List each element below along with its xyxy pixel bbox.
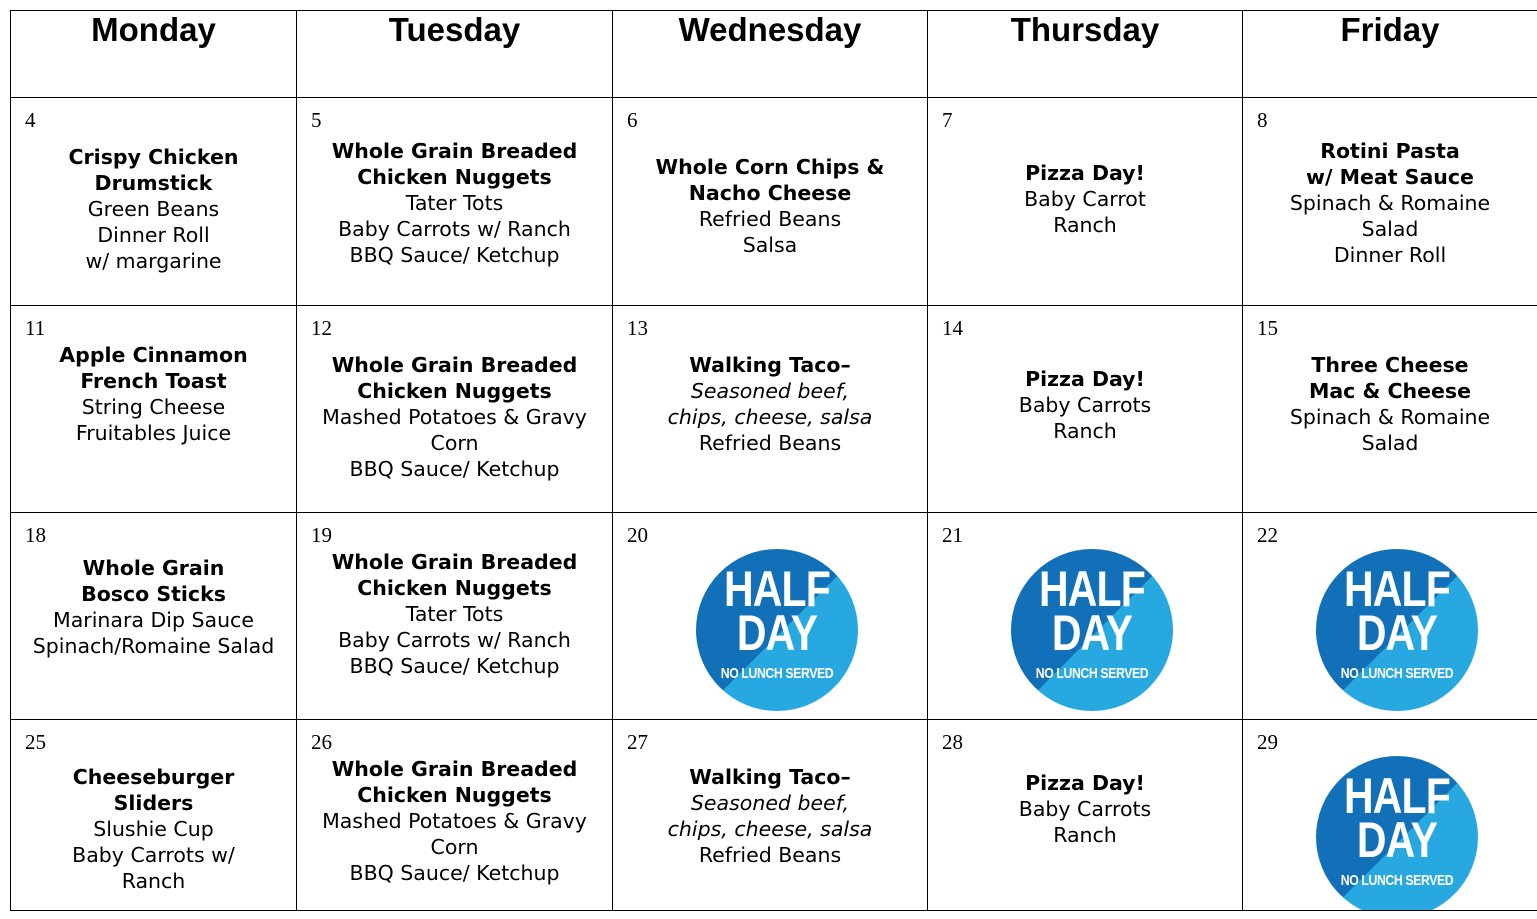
day-number: 26 (311, 730, 332, 754)
menu-list (928, 160, 1242, 238)
week-row (11, 720, 1537, 911)
menu-entree: w/ Meat Sauce (1306, 165, 1474, 189)
menu-item: Salad (1361, 431, 1419, 455)
day-header-friday: Friday (1243, 11, 1537, 98)
weekday-header-row (11, 11, 1537, 98)
menu-entree: Chicken Nuggets (357, 379, 552, 403)
menu-entree: Pizza Day! (1025, 161, 1145, 185)
menu-entree: French Toast (80, 369, 227, 393)
menu-list (297, 352, 612, 482)
day-number: 28 (942, 730, 963, 754)
menu-item: Green Beans (87, 197, 220, 221)
day-cell (613, 513, 928, 720)
menu-entree: Nacho Cheese (688, 181, 852, 205)
menu-item: String Cheese (81, 395, 226, 419)
menu-item: Spinach & Romaine (1289, 405, 1491, 429)
menu-list (11, 144, 296, 274)
menu-item: Seasoned beef, (690, 379, 850, 403)
menu-item: Ranch (1053, 823, 1117, 847)
menu-item: Baby Carrots (1018, 393, 1152, 417)
day-number: 27 (627, 730, 648, 754)
menu-item: Corn (430, 431, 479, 455)
day-number: 19 (311, 523, 332, 547)
day-number: 13 (627, 316, 648, 340)
half-day-badge (696, 549, 858, 711)
menu-entree: Whole Grain Breaded (331, 757, 578, 781)
badge-line-half: HALF (723, 561, 831, 617)
menu-entree: Chicken Nuggets (357, 576, 552, 600)
menu-entree: Apple Cinnamon (59, 343, 248, 367)
day-cell (11, 98, 297, 306)
menu-item: Fruitables Juice (75, 421, 232, 445)
day-number: 4 (25, 108, 36, 132)
menu-entree: Pizza Day! (1025, 367, 1145, 391)
menu-entree: Whole Grain Breaded (331, 353, 578, 377)
menu-entree: Pizza Day! (1025, 771, 1145, 795)
week-row (11, 513, 1537, 720)
half-day-badge (1316, 756, 1478, 911)
day-cell (297, 720, 613, 911)
menu-item: Ranch (121, 869, 186, 893)
menu-list (11, 342, 296, 446)
menu-item: w/ margarine (85, 249, 222, 273)
menu-item: BBQ Sauce/ Ketchup (349, 457, 560, 481)
menu-entree: Whole Corn Chips & (655, 155, 885, 179)
badge-line-no-lunch: NO LUNCH SERVED (1035, 665, 1149, 682)
menu-list (928, 366, 1242, 444)
menu-item: Baby Carrots (1018, 797, 1152, 821)
day-number: 11 (25, 316, 46, 340)
menu-list (928, 770, 1242, 848)
day-cell (1243, 513, 1537, 720)
menu-entree: Mac & Cheese (1308, 379, 1472, 403)
menu-item: Baby Carrots w/ Ranch (338, 217, 571, 241)
badge-line-day: DAY (1356, 605, 1438, 661)
day-cell (928, 98, 1243, 306)
day-number: 25 (25, 730, 46, 754)
week-row (11, 306, 1537, 513)
menu-entree: Whole Grain Breaded (331, 550, 578, 574)
menu-list (1243, 352, 1537, 456)
menu-entree: Walking Taco– (689, 353, 851, 377)
day-cell (11, 720, 297, 911)
half-day-badge (1316, 549, 1478, 711)
menu-list (613, 764, 927, 868)
day-cell (1243, 98, 1537, 306)
day-number: 5 (311, 108, 322, 132)
menu-item: chips, cheese, salsa (667, 405, 873, 429)
menu-entree: Crispy Chicken (68, 145, 239, 169)
day-number: 29 (1257, 730, 1278, 754)
menu-item: BBQ Sauce/ Ketchup (349, 861, 560, 885)
menu-item: BBQ Sauce/ Ketchup (349, 243, 560, 267)
menu-item: Mashed Potatoes & Gravy (322, 405, 587, 429)
day-cell (613, 98, 928, 306)
menu-item: Mashed Potatoes & Gravy (322, 809, 587, 833)
menu-item: Refried Beans (698, 431, 842, 455)
menu-list (297, 756, 612, 886)
menu-entree: Rotini Pasta (1320, 139, 1460, 163)
badge-line-day: DAY (1051, 605, 1133, 661)
menu-entree: Chicken Nuggets (357, 783, 552, 807)
menu-item: Ranch (1053, 419, 1117, 443)
day-cell (297, 306, 613, 513)
menu-item: Corn (430, 835, 479, 859)
day-number: 6 (627, 108, 638, 132)
day-number: 12 (311, 316, 332, 340)
day-number: 7 (942, 108, 953, 132)
menu-entree: Walking Taco– (689, 765, 851, 789)
menu-item: Baby Carrots w/ Ranch (338, 628, 571, 652)
menu-item: Refried Beans (698, 843, 842, 867)
menu-entree: Bosco Sticks (81, 582, 226, 606)
day-header-wednesday: Wednesday (613, 11, 928, 98)
day-cell (1243, 720, 1537, 911)
day-header-monday: Monday (11, 11, 297, 98)
day-cell (11, 306, 297, 513)
half-day-badge (1011, 549, 1173, 711)
menu-item: Spinach/Romaine Salad (32, 634, 275, 658)
menu-list (11, 764, 296, 894)
badge-line-day: DAY (736, 605, 818, 661)
menu-list (11, 555, 296, 659)
lunch-calendar (10, 10, 1537, 911)
menu-entree: Whole Grain Breaded (331, 139, 578, 163)
menu-item: Seasoned beef, (690, 791, 850, 815)
menu-item: Dinner Roll (1333, 243, 1447, 267)
menu-item: BBQ Sauce/ Ketchup (349, 654, 560, 678)
day-header-tuesday: Tuesday (297, 11, 613, 98)
menu-item: Tater Tots (405, 602, 504, 626)
menu-list (613, 352, 927, 456)
menu-item: Baby Carrots w/ (72, 843, 235, 867)
menu-item: Refried Beans (698, 207, 842, 231)
menu-entree: Whole Grain (82, 556, 225, 580)
menu-item: Baby Carrot (1024, 187, 1146, 211)
badge-line-no-lunch: NO LUNCH SERVED (1340, 872, 1454, 889)
day-number: 18 (25, 523, 46, 547)
day-number: 15 (1257, 316, 1278, 340)
menu-entree: Drumstick (94, 171, 213, 195)
badge-line-day: DAY (1356, 812, 1438, 868)
day-cell (928, 513, 1243, 720)
menu-item: Ranch (1053, 213, 1117, 237)
menu-item: Salsa (742, 233, 798, 257)
week-row (11, 98, 1537, 306)
day-header-thursday: Thursday (928, 11, 1243, 98)
menu-entree: Cheeseburger (72, 765, 235, 789)
menu-list (297, 549, 612, 679)
day-number: 8 (1257, 108, 1268, 132)
day-cell (11, 513, 297, 720)
menu-list (1243, 138, 1537, 268)
menu-list (613, 154, 927, 258)
day-cell (613, 720, 928, 911)
menu-item: Salad (1361, 217, 1419, 241)
menu-item: Spinach & Romaine (1289, 191, 1491, 215)
day-cell (928, 720, 1243, 911)
day-cell (1243, 306, 1537, 513)
menu-item: Slushie Cup (93, 817, 214, 841)
badge-line-no-lunch: NO LUNCH SERVED (720, 665, 834, 682)
day-number: 14 (942, 316, 963, 340)
day-cell (928, 306, 1243, 513)
menu-item: chips, cheese, salsa (667, 817, 873, 841)
menu-item: Dinner Roll (97, 223, 210, 247)
menu-entree: Three Cheese (1311, 353, 1469, 377)
badge-line-no-lunch: NO LUNCH SERVED (1340, 665, 1454, 682)
day-cell (613, 306, 928, 513)
day-number: 20 (627, 523, 648, 547)
menu-item: Marinara Dip Sauce (53, 608, 254, 632)
day-number: 21 (942, 523, 963, 547)
day-cell (297, 513, 613, 720)
menu-entree: Sliders (113, 791, 194, 815)
badge-line-half: HALF (1343, 561, 1451, 617)
badge-line-half: HALF (1343, 768, 1451, 824)
menu-entree: Chicken Nuggets (357, 165, 552, 189)
badge-line-half: HALF (1038, 561, 1146, 617)
menu-list (297, 138, 612, 268)
menu-item: Tater Tots (405, 191, 504, 215)
day-cell (297, 98, 613, 306)
day-number: 22 (1257, 523, 1278, 547)
